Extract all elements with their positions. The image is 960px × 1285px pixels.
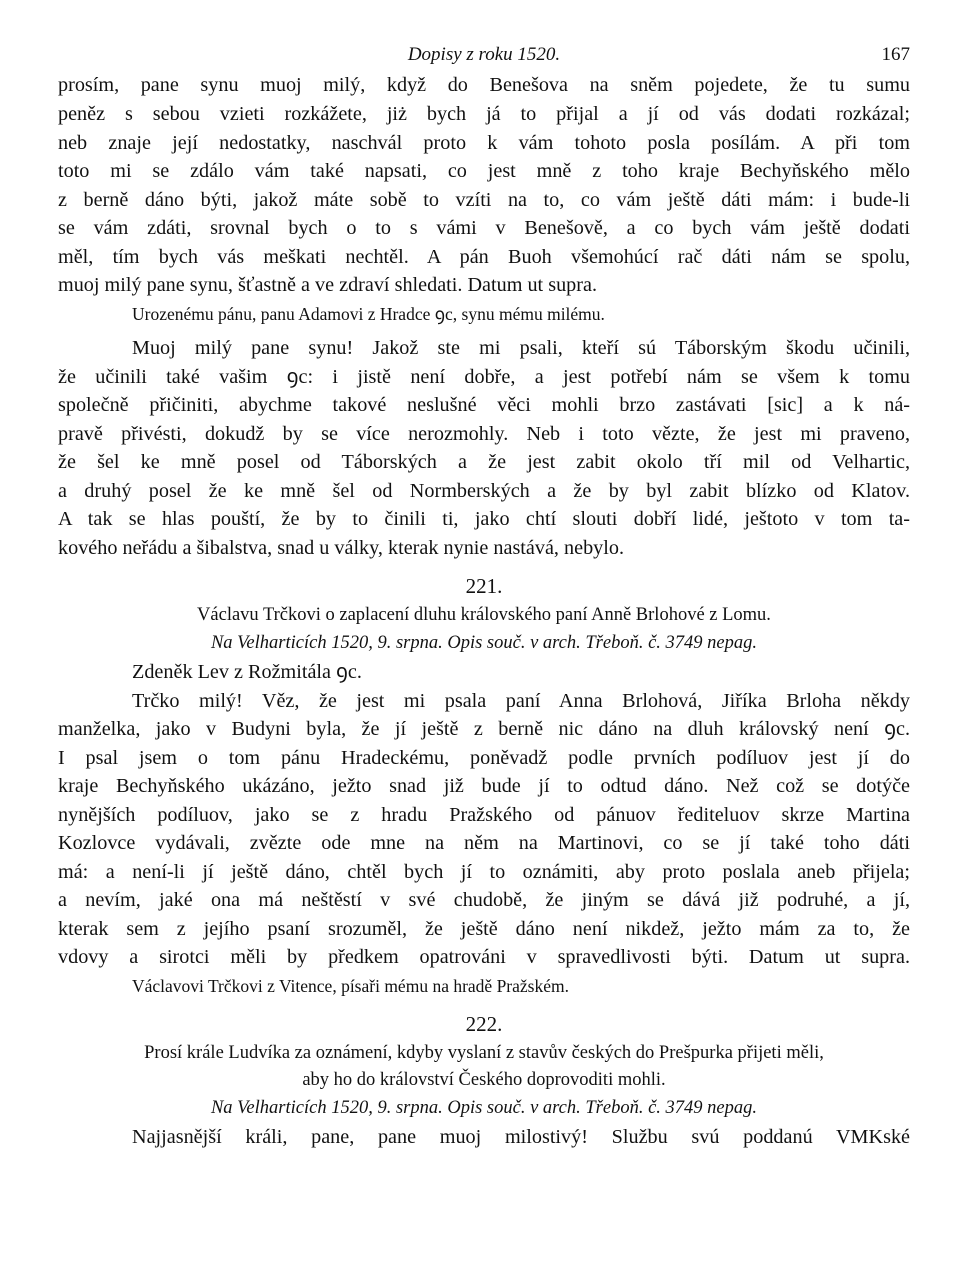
letter-221 xyxy=(58,570,910,1000)
text-line: Muoj milý pane synu! Jakož ste mi psali, kteří sú Táborským škodu učinili, xyxy=(132,337,910,359)
letter-heading: Václavu Trčkovi o zaplacení dluhu královského paní Anně Brlohové z Lomu. xyxy=(197,605,771,625)
text-line: neb znaje její nedostatky, naschvál proto k vám tohoto posla posílám. A při tom xyxy=(58,131,910,154)
text-line: Kozlovce vydávali, zvězte ode mne na něm na Martinovi, co se jí také toho dáti xyxy=(58,832,910,854)
text-line: měl, tím bych vás meškati nechtěl. A pán Buoh všemohúcí rač dáti nám se spolu, xyxy=(58,245,910,268)
text-line: a druhý posel že ke mně šel od Normberských a že by byl zabit blízko od Klatov. xyxy=(58,479,910,502)
running-title: Dopisy z roku 1520. xyxy=(407,44,561,65)
letter-source: Na Velharticích 1520, 9. srpna. Opis souč. v arch. Třeboň. č. 3749 nepag. xyxy=(210,1098,758,1118)
text-line: kterak sem z jejího psaní srozuměl, že ještě dáno není nikdež, ježto mám za to, že xyxy=(58,917,910,940)
letter-heading: Prosí krále Ludvíka za oznámení, kdyby vyslaní z stavův českých do Prešpurka přijeti měli, xyxy=(144,1043,824,1063)
text-line: Najjasnější králi, pane, pane muoj milostivý! Službu svú poddanú VMKské xyxy=(132,1126,910,1148)
text-line: manželka, jako v Budyni byla, že jí ještě z berně nic dáno na dluh královský není ꝯc. xyxy=(58,718,910,740)
text-line: a nevím, jaké ona má neštěstí v své chudobě, že jiným se dává již podruhé, a jí, xyxy=(58,889,910,911)
text-line: z berně dáno býti, jakož máte sobě to vzíti na to, co vám ještě dáti mám: i bude-li xyxy=(58,188,910,211)
letter-address: Urozenému pánu, panu Adamovi z Hradce ꝯc, synu mému milému. xyxy=(132,303,605,324)
letter-heading: aby ho do království Českého doprovoditi mohli. xyxy=(302,1070,666,1090)
text-line: prosím, pane synu muoj milý, když do Benešova na sněm pojedete, že tu sumu xyxy=(58,74,910,96)
letter-number: 222. xyxy=(465,1012,503,1036)
text-line: společně přičiniti, abychme takové neslušné věci mohli brzo zastávati [sic] a k ná- xyxy=(58,394,910,416)
text-line: vdovy a sirotci měli by předkem opatrováni v spravedlivosti býti. Datum ut supra. xyxy=(58,946,910,968)
text-line: se vám zdáti, srovnal bych o to s vámi v Benešově, a co bych vám ještě dodati xyxy=(58,217,910,239)
text-line: kového neřádu a šibalstva, snad u války, kterak nynie nastává, nebylo. xyxy=(58,536,625,559)
letter-220b xyxy=(58,334,910,562)
page-header xyxy=(58,40,910,70)
letter-222 xyxy=(58,1008,910,1152)
letter-salutation: Zdeněk Lev z Rožmitála ꝯc. xyxy=(132,661,362,683)
text-line: Trčko milý! Věz, že jest mi psala paní Anna Brlohová, Jiříka Brloha někdy xyxy=(132,689,910,712)
text-line: nynějších podíluov, jako se z hradu Pražského od pánuov řediteluov skrze Martina xyxy=(58,803,910,826)
text-line: že učinili také vašim ꝯc: i jistě není dobře, a jest potřebí nám se všem k tomu xyxy=(58,365,910,388)
text-line: peněz s sebou vzieti rozkážete, jiż bych já to přijal a jí od vás dodati rozkázal; xyxy=(58,103,910,125)
text-line: kraje Bechyňského ukázáno, ježto snad již bude jí to odtud dáno. Než což se dotýče xyxy=(58,775,910,797)
text-line: I psal jsem o tom pánu Hradeckému, poněvadž podle prvních podíluov jest jí do xyxy=(58,746,910,769)
page-number: 167 xyxy=(881,44,910,65)
letter-address: Václavovi Trčkovi z Vitence, písaři mému na hradě Pražském. xyxy=(132,975,569,996)
text-line: má: a není-li jí ještě dáno, chtěl bych jí to oznámiti, aby proto poslala aneb přijela; xyxy=(58,860,910,883)
text-line: muoj milý pane synu, šťastně a ve zdraví shledati. Datum ut supra. xyxy=(58,274,597,296)
document-page xyxy=(58,40,910,1152)
text-line: toto mi se zdálo vám také napsati, co jest mně z toho kraje Bechyňského mělo xyxy=(58,160,910,182)
letter-220-continuation xyxy=(58,70,910,328)
letter-number: 221. xyxy=(465,574,503,598)
letter-source: Na Velharticích 1520, 9. srpna. Opis souč. v arch. Třeboň. č. 3749 nepag. xyxy=(210,633,758,653)
text-line: že šel ke mně posel od Táborských a že jest zabit okolo tří mil od Velhartic, xyxy=(58,451,910,473)
text-line: A tak se hlas pouští, že by to činili ti, jako chtí slouti dobří lidé, ještoto v tom ta- xyxy=(58,508,910,530)
text-line: pravě přivésti, dokudž by se více nerozmohly. Neb i toto vězte, že jest mi praveno, xyxy=(58,422,910,445)
